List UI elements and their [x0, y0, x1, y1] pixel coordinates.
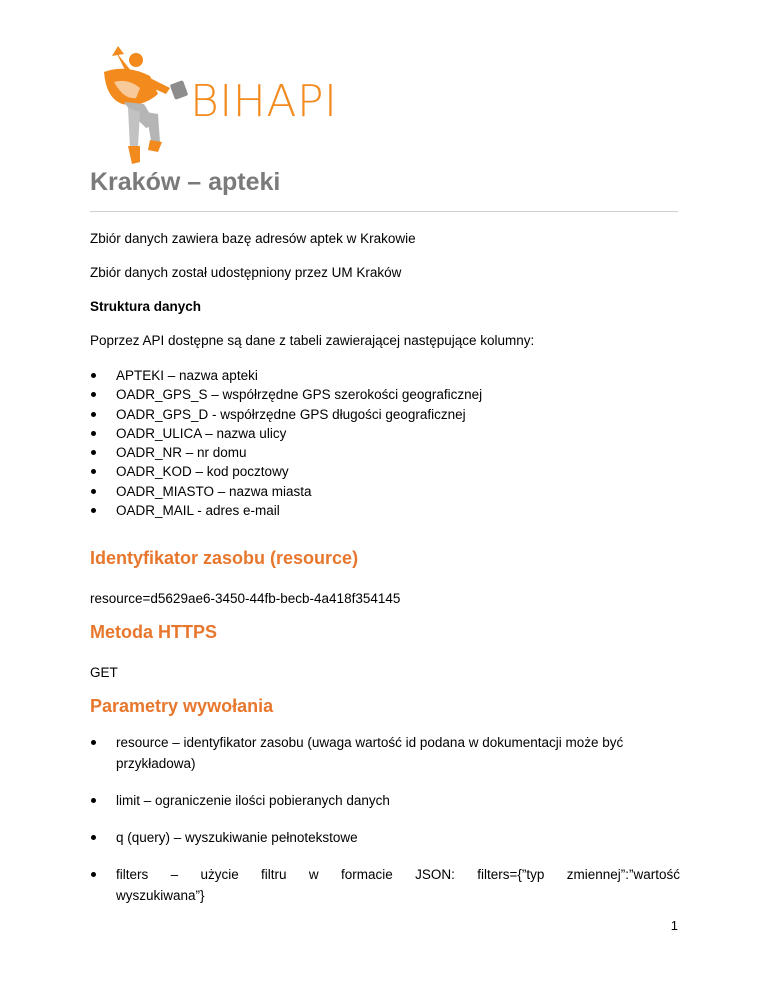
param-resource: resource – identyfikator zasobu (uwaga wartość id podana w dokumentacji może być — [116, 735, 624, 750]
param-filters: filters – użycie filtru w formacie JSON: filters={”typ zmiennej”:”wartość — [116, 867, 680, 882]
list-item: OADR_KOD – kod pocztowy — [90, 462, 482, 481]
list-item — [90, 790, 680, 811]
list-item: OADR_MIASTO – nazwa miasta — [90, 482, 482, 501]
list-item — [90, 827, 680, 848]
method-heading: Metoda HTTPS — [90, 622, 218, 642]
logo-wordmark: BIHAPI — [190, 76, 338, 127]
intro-source: Zbiór danych został udostępniony przez UM Kraków — [90, 265, 402, 280]
list-item: OADR_GPS_D - współrzędne GPS długości geograficznej — [90, 405, 482, 424]
param-query: q (query) – wyszukiwanie pełnotekstowe — [116, 830, 358, 845]
list-item: OADR_GPS_S – współrzędne GPS szerokości geograficznej — [90, 385, 482, 404]
columns-list — [90, 366, 482, 520]
structure-heading: Struktura danych — [90, 299, 202, 314]
param-limit: limit – ograniczenie ilości pobieranych danych — [116, 793, 390, 808]
method-value: GET — [90, 665, 118, 680]
list-item: OADR_NR – nr domu — [90, 443, 482, 462]
list-item: APTEKI – nazwa apteki — [90, 366, 482, 385]
params-heading: Parametry wywołania — [90, 696, 274, 716]
title-divider — [90, 211, 678, 212]
resource-heading: Identyfikator zasobu (resource) — [90, 548, 359, 568]
param-resource-continuation: przykładowa) — [116, 756, 196, 771]
structure-lead: Poprzez API dostępne są dane z tabeli zawierającej następujące kolumny: — [90, 333, 535, 348]
param-filters-continuation: wyszukiwana”} — [116, 888, 205, 903]
resource-value: resource=d5629ae6-3450-44fb-becb-4a418f354145 — [90, 591, 401, 606]
list-item: OADR_MAIL - adres e-mail — [90, 501, 482, 520]
list-item: OADR_ULICA – nazwa ulicy — [90, 424, 482, 443]
jumping-figure-icon — [104, 46, 188, 164]
page-number: 1 — [670, 918, 678, 933]
list-item — [90, 864, 680, 906]
params-list — [90, 732, 680, 922]
page-title: Kraków – apteki — [90, 168, 281, 196]
list-item — [90, 732, 680, 774]
intro-description: Zbiór danych zawiera bazę adresów aptek w Krakowie — [90, 231, 416, 246]
